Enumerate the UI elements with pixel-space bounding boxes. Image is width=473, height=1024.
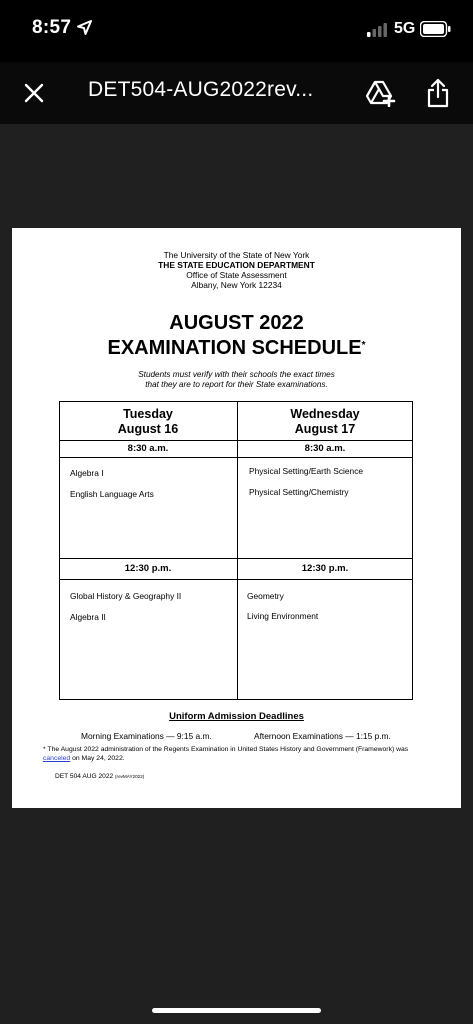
cellular-signal-icon <box>367 23 389 37</box>
note-line1: Students must verify with their schools the exact times <box>138 370 335 379</box>
location-arrow-icon <box>77 20 92 35</box>
exam-item: Geometry <box>247 591 284 601</box>
afternoon-time-tuesday: 12:30 p.m. <box>124 563 172 574</box>
page-title-line1: AUGUST 2022 <box>169 312 304 334</box>
exam-item: Global History & Geography II <box>70 591 182 601</box>
day-date-wednesday: August 17 <box>294 422 356 436</box>
exam-item: Physical Setting/Earth Science <box>249 466 364 476</box>
day-weekday-tuesday: Tuesday <box>123 407 173 421</box>
row-divider <box>60 558 412 559</box>
canceled-link[interactable]: canceled <box>43 755 71 762</box>
row-divider <box>60 579 412 580</box>
morning-time-wednesday: 8:30 a.m. <box>304 443 346 454</box>
footnote-text: The August 2022 administration of the Regents Examination in United States History and Government (Framework) was <box>47 746 409 753</box>
viewer-toolbar <box>0 62 473 124</box>
row-divider <box>60 457 412 458</box>
clock-time: 8:57 <box>32 17 72 38</box>
row-divider <box>60 440 412 441</box>
document-title: DET504-AUG2022rev... <box>88 78 314 101</box>
footnote <box>43 745 433 763</box>
document-code <box>55 773 144 780</box>
afternoon-deadline: Afternoon Examinations — 1:15 p.m. <box>254 731 391 741</box>
morning-time-tuesday: 8:30 a.m. <box>127 443 169 454</box>
status-bar <box>0 0 473 62</box>
note-line2: that they are to report for their State examinations. <box>145 380 328 389</box>
exam-item: Physical Setting/Chemistry <box>249 487 349 497</box>
header-university: The University of the State of New York <box>163 250 310 260</box>
morning-deadline: Morning Examinations — 9:15 a.m. <box>81 731 212 741</box>
footnote-asterisk: * <box>43 746 46 753</box>
page-title-line2 <box>12 335 461 361</box>
page-title-text: EXAMINATION SCHEDULE <box>107 337 362 359</box>
close-icon[interactable] <box>22 81 46 105</box>
add-to-drive-icon[interactable] <box>366 79 396 107</box>
afternoon-time-wednesday: 12:30 p.m. <box>301 563 349 574</box>
uniform-admission-heading: Uniform Admission Deadlines <box>169 711 304 722</box>
document-revision: (revMAY2022) <box>115 774 145 779</box>
footnote-date: on May 24, 2022. <box>72 755 125 762</box>
exam-item: English Language Arts <box>70 489 154 499</box>
schedule-table <box>59 401 413 700</box>
network-type: 5G <box>394 20 416 37</box>
exam-item: Algebra II <box>70 612 106 622</box>
exam-item: Algebra I <box>70 468 104 478</box>
home-indicator[interactable] <box>152 1008 321 1013</box>
title-asterisk: * <box>361 340 366 351</box>
header-department: THE STATE EDUCATION DEPARTMENT <box>158 260 315 270</box>
day-weekday-wednesday: Wednesday <box>290 407 360 421</box>
day-date-tuesday: August 16 <box>117 422 179 436</box>
share-icon[interactable] <box>426 78 450 108</box>
battery-icon <box>420 21 451 37</box>
document-code-text: DET 504 AUG 2022 <box>55 773 114 780</box>
document-page <box>12 228 461 808</box>
header-office: Office of State Assessment <box>186 270 287 280</box>
header-address: Albany, New York 12234 <box>191 280 282 290</box>
exam-item: Living Environment <box>247 611 319 621</box>
